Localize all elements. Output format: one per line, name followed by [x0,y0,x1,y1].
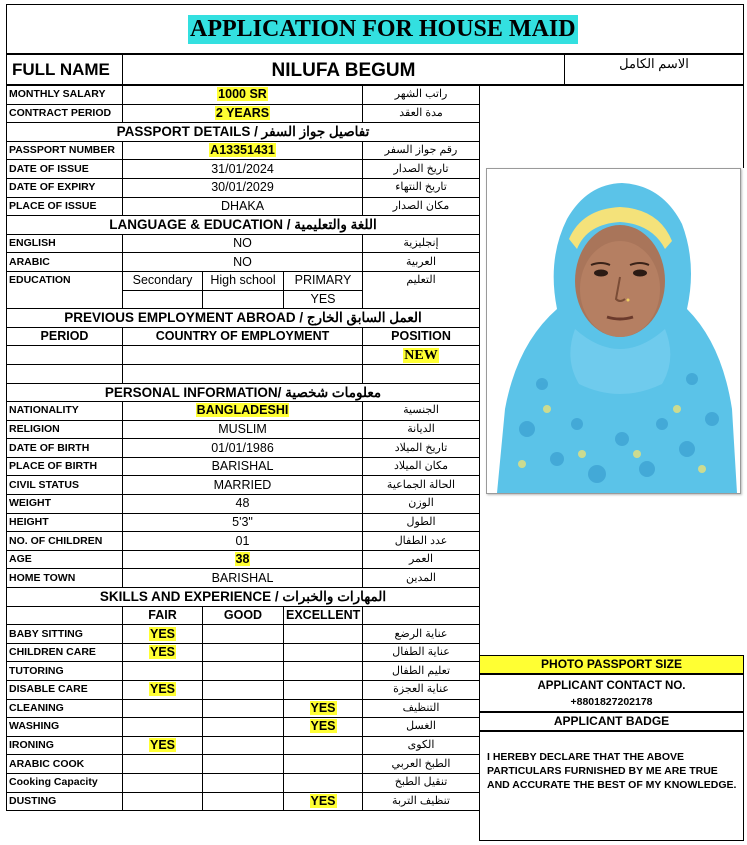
skill-arabic: تنظيف التربة [363,792,480,811]
salary-label: MONTHLY SALARY [7,86,123,105]
age-arabic: العمر [363,550,480,569]
skill-excellent [284,736,363,755]
weight-row [7,495,480,514]
skill-arabic: تنقيل الطبخ [363,773,480,792]
skill-excellent [284,699,363,718]
skill-excellent [284,625,363,644]
english-arabic: إنجليزية [363,234,480,253]
applicant-photo-illustration [487,169,740,493]
employment-country-1 [123,346,363,365]
passport-number-value: A13351431 [210,143,275,158]
skill-fair-value: YES [149,682,175,697]
skill-arabic: عناية العجزة [363,681,480,700]
language-section-heading: LANGUAGE & EDUCATION / اللغة والتعليمية [7,216,480,235]
skill-excellent [284,662,363,681]
weight-label: WEIGHT [7,495,123,514]
skill-good [203,718,284,737]
salary-value-cell [123,86,363,105]
english-label: ENGLISH [7,234,123,253]
education-label: EDUCATION [7,271,123,308]
skill-arabic: التنظيف [363,699,480,718]
skill-label: ARABIC COOK [7,755,123,774]
english-value: NO [123,234,363,253]
skill-excellent-value: YES [310,719,336,734]
skill-fair [123,662,203,681]
skill-row [7,755,480,774]
expiry-date-arabic: تاريخ النتهاء [363,178,480,197]
skill-row [7,736,480,755]
passport-number-cell [123,141,363,160]
employment-period-1 [7,346,123,365]
education-arabic: التعليم [363,271,480,308]
skill-label: DUSTING [7,792,123,811]
skill-good [203,773,284,792]
skill-fair [123,643,203,662]
applicant-contact-label: APPLICANT CONTACT NO. [537,680,686,692]
applicant-badge-label: APPLICANT BADGE [479,712,744,731]
skill-excellent [284,755,363,774]
expiry-date-value: 30/01/2029 [123,178,363,197]
skill-row [7,681,480,700]
weight-value: 48 [123,495,363,514]
employment-country-2 [123,364,363,383]
skill-fair [123,681,203,700]
religion-label: RELIGION [7,420,123,439]
skill-label: IRONING [7,736,123,755]
skill-arabic: الغسل [363,718,480,737]
skill-excellent [284,643,363,662]
civil-row [7,476,480,495]
weight-arabic: الوزن [363,495,480,514]
arabic-language-value: NO [123,253,363,272]
education-primary-value: YES [284,290,363,309]
skill-label: CLEANING [7,699,123,718]
skill-label: DISABLE CARE [7,681,123,700]
skill-row [7,699,480,718]
skill-label: CHILDREN CARE [7,643,123,662]
full-name-arabic: الاسم الكامل [564,54,744,85]
skill-fair [123,718,203,737]
skills-header-blank [7,606,123,625]
applicant-photo [486,168,741,494]
height-arabic: الطول [363,513,480,532]
nationality-value: BANGLADESHI [196,403,289,418]
pob-arabic: مكان الميلاد [363,457,480,476]
employment-period-2 [7,364,123,383]
passport-section-heading: PASSPORT DETAILS / تفاصيل جواز السفر [7,123,480,142]
salary-row [7,86,480,105]
personal-section-heading: PERSONAL INFORMATION/ معلومات شخصية [7,383,480,402]
age-cell [123,550,363,569]
skill-label: TUTORING [7,662,123,681]
age-value: 38 [235,552,250,567]
employment-position-header: POSITION [363,327,480,346]
passport-number-row [7,141,480,160]
skill-good [203,643,284,662]
skill-good [203,792,284,811]
children-row [7,532,480,551]
skill-good [203,736,284,755]
civil-label: CIVIL STATUS [7,476,123,495]
issue-date-row [7,160,480,179]
skill-arabic: الكوى [363,736,480,755]
hometown-row [7,569,480,588]
photo-passport-size-label: PHOTO PASSPORT SIZE [479,655,744,674]
issue-place-value: DHAKA [123,197,363,216]
age-label: AGE [7,550,123,569]
education-secondary-value [123,290,203,309]
skill-good [203,625,284,644]
skill-arabic: عناية الرضع [363,625,480,644]
education-secondary: Secondary [123,271,203,290]
issue-date-arabic: تاريخ الصدار [363,160,480,179]
skill-fair [123,792,203,811]
skill-arabic: عناية الطفال [363,643,480,662]
full-name-label: FULL NAME [6,54,123,85]
height-value: 5'3" [123,513,363,532]
skill-fair [123,773,203,792]
skill-fair [123,625,203,644]
nationality-arabic: الجنسية [363,402,480,421]
employment-position-2 [363,364,480,383]
issue-date-label: DATE OF ISSUE [7,160,123,179]
skills-arabic-header-blank [363,606,480,625]
passport-number-arabic: رقم جواز السفر [363,141,480,160]
skills-section-row [7,588,480,607]
right-blank-area [479,85,744,168]
skills-header-row [7,606,480,625]
skill-fair [123,736,203,755]
passport-section-row [7,123,480,142]
contract-row [7,104,480,123]
skill-excellent-value: YES [310,700,336,715]
age-row [7,550,480,569]
expiry-date-row [7,178,480,197]
arabic-language-label: ARABIC [7,253,123,272]
skill-row [7,773,480,792]
employment-period-header: PERIOD [7,327,123,346]
nationality-row [7,402,480,421]
page-title: APPLICATION FOR HOUSE MAID [190,16,576,42]
skill-excellent-value: YES [310,793,336,808]
contract-value: 2 YEARS [215,105,270,120]
religion-value: MUSLIM [123,420,363,439]
contract-label: CONTRACT PERIOD [7,104,123,123]
children-value: 01 [123,532,363,551]
issue-place-row [7,197,480,216]
children-arabic: عدد الطفال [363,532,480,551]
employment-row-2 [7,364,480,383]
skill-fair [123,699,203,718]
applicant-contact-box [479,674,744,712]
applicant-contact-number: +8801827202178 [570,696,653,708]
expiry-date-label: DATE OF EXPIRY [7,178,123,197]
dob-arabic: تاريخ الميلاد [363,439,480,458]
personal-section-row [7,383,480,402]
children-label: NO. OF CHILDREN [7,532,123,551]
declaration-text: I HEREBY DECLARE THAT THE ABOVE PARTICULARS FURNISHED BY ME ARE TRUE AND ACCURATE THE BEST OF MY KNOWLEDGE. [479,731,744,841]
issue-place-label: PLACE OF ISSUE [7,197,123,216]
education-row [7,271,480,290]
employment-row-1 [7,346,480,365]
skill-good [203,662,284,681]
skill-row [7,625,480,644]
skill-arabic: الطبخ العربي [363,755,480,774]
salary-value: 1000 SR [218,87,267,102]
skill-fair [123,755,203,774]
religion-arabic: الديانة [363,420,480,439]
contract-arabic: مدة العقد [363,104,480,123]
salary-arabic: راتب الشهر [363,86,480,105]
skill-good [203,681,284,700]
hometown-label: HOME TOWN [7,569,123,588]
passport-number-label: PASSPORT NUMBER [7,141,123,160]
skill-excellent [284,773,363,792]
english-row [7,234,480,253]
nationality-cell [123,402,363,421]
pob-label: PLACE OF BIRTH [7,457,123,476]
employment-country-header: COUNTRY OF EMPLOYMENT [123,327,363,346]
education-primary: PRIMARY [284,271,363,290]
skill-fair-value: YES [149,626,175,641]
skill-excellent [284,718,363,737]
civil-arabic: الحالة الجماعية [363,476,480,495]
employment-position-value: NEW [404,347,438,363]
skill-arabic: تعليم الطفال [363,662,480,681]
pob-row [7,457,480,476]
religion-row [7,420,480,439]
education-high-school: High school [203,271,284,290]
nationality-label: NATIONALITY [7,402,123,421]
skill-label: Cooking Capacity [7,773,123,792]
skills-fair-header: FAIR [123,606,203,625]
full-name-value: NILUFA BEGUM [122,54,565,85]
skill-label: BABY SITTING [7,625,123,644]
skills-good-header: GOOD [203,606,284,625]
skill-row [7,643,480,662]
skill-excellent [284,792,363,811]
full-name-row [6,54,744,85]
skill-good [203,755,284,774]
civil-value: MARRIED [123,476,363,495]
pob-value: BARISHAL [123,457,363,476]
dob-label: DATE OF BIRTH [7,439,123,458]
dob-value: 01/01/1986 [123,439,363,458]
height-label: HEIGHT [7,513,123,532]
skill-fair-value: YES [149,645,175,660]
skill-row [7,792,480,811]
employment-position-1-cell [363,346,480,365]
height-row [7,513,480,532]
skill-good [203,699,284,718]
education-high-school-value [203,290,284,309]
skill-excellent [284,681,363,700]
hometown-arabic: المدين [363,569,480,588]
title-box [6,4,744,54]
employment-header-row [7,327,480,346]
issue-place-arabic: مكان الصدار [363,197,480,216]
skill-row [7,718,480,737]
skills-excellent-header: EXCELLENT [284,606,363,625]
skill-fair-value: YES [149,738,175,753]
skill-row [7,662,480,681]
employment-section-row [7,309,480,328]
issue-date-value: 31/01/2024 [123,160,363,179]
language-section-row [7,216,480,235]
dob-row [7,439,480,458]
skills-section-heading: SKILLS AND EXPERIENCE / المهارات والخبرات [7,588,480,607]
contract-value-cell [123,104,363,123]
employment-section-heading: PREVIOUS EMPLOYMENT ABROAD / العمل السابق الخارج [7,309,480,328]
arabic-language-arabic: العربية [363,253,480,272]
hometown-value: BARISHAL [123,569,363,588]
skill-label: WASHING [7,718,123,737]
arabic-language-row [7,253,480,272]
application-table [6,85,480,811]
